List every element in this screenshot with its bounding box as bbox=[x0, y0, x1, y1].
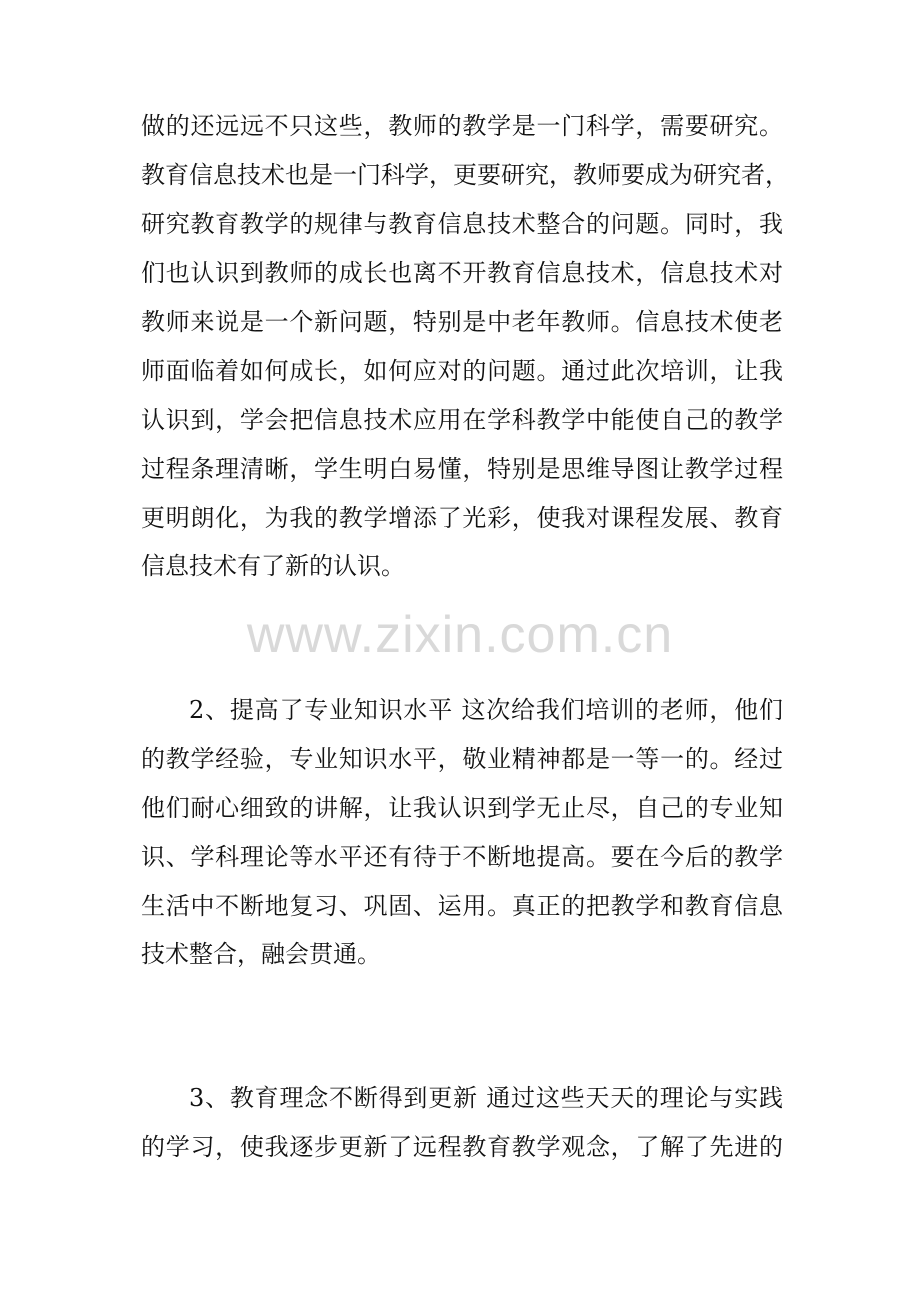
text-line: 信息技术有了新的认识。 bbox=[141, 552, 405, 580]
text-line: 们也认识到教师的成长也离不开教育信息技术，信息技术对 bbox=[141, 259, 783, 287]
text-line: 研究教育教学的规律与教育信息技术整合的问题。同时，我 bbox=[141, 210, 783, 238]
text-line: 做的还远远不只这些，教师的教学是一门科学，需要研究。 bbox=[141, 112, 783, 140]
watermark: www.zixin.com.cn bbox=[246, 606, 674, 664]
text-line: 2、提高了专业知识水平 这次给我们培训的老师，他们 bbox=[189, 696, 783, 724]
text-line: 认识到，学会把信息技术应用在学科教学中能使自己的教学 bbox=[141, 406, 783, 434]
text-line: 3、教育理念不断得到更新 通过这些天天的理论与实践 bbox=[189, 1084, 783, 1112]
text-line: 更明朗化，为我的教学增添了光彩，使我对课程发展、教育 bbox=[141, 504, 783, 532]
text-line: 的学习，使我逐步更新了远程教育教学观念，了解了先进的 bbox=[141, 1133, 783, 1161]
text-line: 识、学科理论等水平还有待于不断地提高。要在今后的教学 bbox=[141, 843, 783, 871]
text-line: 教师来说是一个新问题，特别是中老年教师。信息技术使老 bbox=[141, 308, 783, 336]
text-line: 生活中不断地复习、巩固、运用。真正的把教学和教育信息 bbox=[141, 892, 783, 920]
text-line: 师面临着如何成长，如何应对的问题。通过此次培训，让我 bbox=[141, 357, 783, 385]
text-line: 他们耐心细致的讲解，让我认识到学无止尽，自己的专业知 bbox=[141, 794, 783, 822]
text-line: 的教学经验，专业知识水平，敬业精神都是一等一的。经过 bbox=[141, 745, 783, 773]
text-line: 技术整合，融会贯通。 bbox=[141, 940, 381, 968]
text-line: 教育信息技术也是一门科学，更要研究，教师要成为研究者， bbox=[141, 161, 789, 189]
text-line: 过程条理清晰，学生明白易懂，特别是思维导图让教学过程 bbox=[141, 455, 783, 483]
